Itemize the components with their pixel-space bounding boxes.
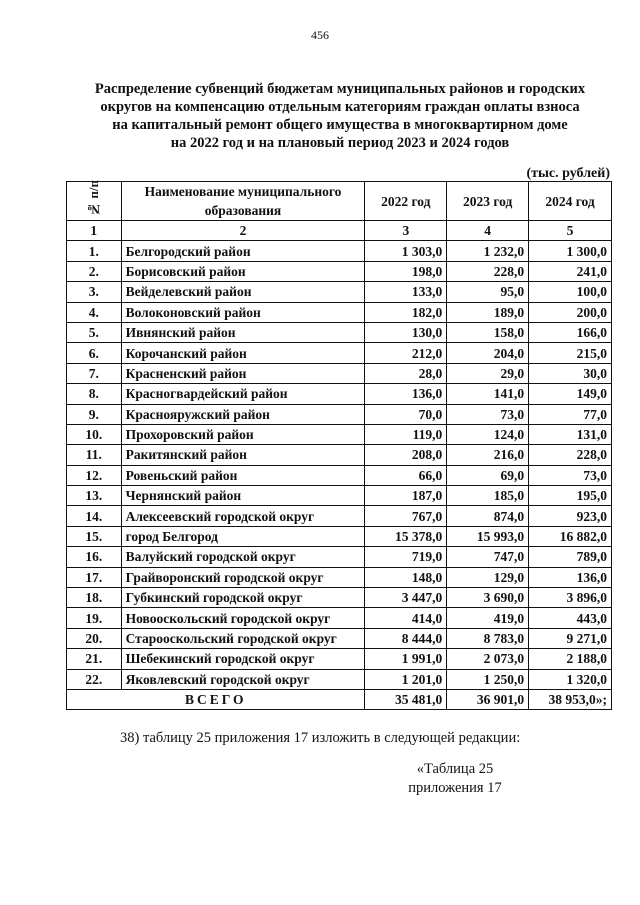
municipality-name: Валуйский городской округ	[121, 547, 365, 567]
municipality-name: Алексеевский городской округ	[121, 506, 365, 526]
subsidy-table	[66, 181, 612, 710]
value-2023: 1 250,0	[447, 669, 529, 689]
value-2024: 149,0	[529, 384, 612, 404]
row-number: 10.	[67, 424, 122, 444]
page-number: 456	[311, 28, 329, 42]
municipality-name: Прохоровский район	[121, 424, 365, 444]
value-2023: 2 073,0	[447, 649, 529, 669]
row-number: 9.	[67, 404, 122, 424]
row-number: 5.	[67, 322, 122, 342]
total-label: ВСЕГО	[67, 689, 365, 709]
value-2024: 166,0	[529, 322, 612, 342]
value-2023: 747,0	[447, 547, 529, 567]
value-2022: 3 447,0	[365, 588, 447, 608]
table-row	[67, 567, 612, 587]
title-line: на капитальный ремонт общего имущества в многоквартирном доме	[112, 117, 568, 133]
value-2024: 923,0	[529, 506, 612, 526]
row-number: 22.	[67, 669, 122, 689]
municipality-name: Старооскольский городской округ	[121, 628, 365, 648]
value-2022: 8 444,0	[365, 628, 447, 648]
value-2024: 789,0	[529, 547, 612, 567]
amendment-paragraph: 38) таблицу 25 приложения 17 изложить в следующей редакции:	[120, 730, 521, 746]
value-2023: 189,0	[447, 302, 529, 322]
value-2024: 16 882,0	[529, 526, 612, 546]
value-2024: 3 896,0	[529, 588, 612, 608]
document-title	[60, 80, 620, 152]
table-row	[67, 506, 612, 526]
header-2022: 2022 год	[365, 182, 447, 221]
municipality-name: Корочанский район	[121, 343, 365, 363]
value-2024: 73,0	[529, 465, 612, 485]
value-2022: 148,0	[365, 567, 447, 587]
row-number: 20.	[67, 628, 122, 648]
table-row	[67, 526, 612, 546]
value-2022: 136,0	[365, 384, 447, 404]
value-2024: 195,0	[529, 486, 612, 506]
table-row	[67, 445, 612, 465]
total-2023: 36 901,0	[447, 689, 529, 709]
value-2022: 70,0	[365, 404, 447, 424]
value-2022: 208,0	[365, 445, 447, 465]
table-row	[67, 669, 612, 689]
value-2023: 124,0	[447, 424, 529, 444]
table-row	[67, 628, 612, 648]
value-2022: 15 378,0	[365, 526, 447, 546]
municipality-name: Яковлевский городской округ	[121, 669, 365, 689]
value-2024: 228,0	[529, 445, 612, 465]
value-2023: 216,0	[447, 445, 529, 465]
table-row	[67, 343, 612, 363]
municipality-name: Белгородский район	[121, 241, 365, 261]
value-2023: 29,0	[447, 363, 529, 383]
row-number: 13.	[67, 486, 122, 506]
table-row	[67, 404, 612, 424]
municipality-name: Красногвардейский район	[121, 384, 365, 404]
value-2023: 3 690,0	[447, 588, 529, 608]
total-row	[67, 689, 612, 709]
value-2022: 1 991,0	[365, 649, 447, 669]
value-2022: 414,0	[365, 608, 447, 628]
table-row	[67, 465, 612, 485]
municipality-name: Вейделевский район	[121, 282, 365, 302]
reference-line: «Таблица 25	[416, 761, 494, 777]
municipality-name: город Белгород	[121, 526, 365, 546]
municipality-name: Чернянский район	[121, 486, 365, 506]
header-2024: 2024 год	[529, 182, 612, 221]
value-2024: 1 320,0	[529, 669, 612, 689]
value-2023: 129,0	[447, 567, 529, 587]
value-2023: 95,0	[447, 282, 529, 302]
value-2022: 182,0	[365, 302, 447, 322]
table-body	[67, 241, 612, 690]
table-reference	[400, 760, 510, 798]
row-number: 6.	[67, 343, 122, 363]
value-2024: 100,0	[529, 282, 612, 302]
value-2022: 130,0	[365, 322, 447, 342]
value-2023: 158,0	[447, 322, 529, 342]
value-2024: 1 300,0	[529, 241, 612, 261]
row-number: 21.	[67, 649, 122, 669]
value-2024: 9 271,0	[529, 628, 612, 648]
reference-line: приложения 17	[408, 780, 502, 796]
municipality-name: Красненский район	[121, 363, 365, 383]
value-2023: 1 232,0	[447, 241, 529, 261]
row-number: 1.	[67, 241, 122, 261]
row-number: 4.	[67, 302, 122, 322]
value-2023: 228,0	[447, 261, 529, 281]
row-number: 2.	[67, 261, 122, 281]
total-2024: 38 953,0»;	[529, 689, 612, 709]
value-2023: 874,0	[447, 506, 529, 526]
value-2022: 187,0	[365, 486, 447, 506]
row-number: 11.	[67, 445, 122, 465]
column-index: 3	[365, 221, 447, 241]
header-name: Наименование муниципального образования	[121, 182, 365, 221]
value-2024: 2 188,0	[529, 649, 612, 669]
municipality-name: Губкинский городской округ	[121, 588, 365, 608]
table-row	[67, 322, 612, 342]
table-row	[67, 547, 612, 567]
row-number: 14.	[67, 506, 122, 526]
table-row	[67, 384, 612, 404]
value-2023: 419,0	[447, 608, 529, 628]
value-2023: 8 783,0	[447, 628, 529, 648]
value-2024: 241,0	[529, 261, 612, 281]
table-row	[67, 486, 612, 506]
table-row	[67, 363, 612, 383]
units-label: (тыс. рублей)	[526, 166, 610, 181]
value-2022: 28,0	[365, 363, 447, 383]
column-index: 5	[529, 221, 612, 241]
value-2022: 1 303,0	[365, 241, 447, 261]
row-number: 7.	[67, 363, 122, 383]
column-index: 1	[67, 221, 122, 241]
column-index-row	[67, 221, 612, 241]
value-2024: 443,0	[529, 608, 612, 628]
value-2022: 119,0	[365, 424, 447, 444]
title-line: на 2022 год и на плановый период 2023 и 2024 годов	[170, 135, 510, 151]
value-2023: 69,0	[447, 465, 529, 485]
value-2022: 1 201,0	[365, 669, 447, 689]
value-2022: 212,0	[365, 343, 447, 363]
table-row	[67, 588, 612, 608]
value-2024: 77,0	[529, 404, 612, 424]
row-number: 8.	[67, 384, 122, 404]
row-number: 16.	[67, 547, 122, 567]
municipality-name: Грайворонский городской округ	[121, 567, 365, 587]
table-header-row	[67, 182, 612, 221]
value-2022: 133,0	[365, 282, 447, 302]
row-number: 12.	[67, 465, 122, 485]
municipality-name: Волоконовский район	[121, 302, 365, 322]
table-row	[67, 608, 612, 628]
table-row	[67, 424, 612, 444]
column-index: 4	[447, 221, 529, 241]
value-2024: 131,0	[529, 424, 612, 444]
value-2022: 767,0	[365, 506, 447, 526]
value-2022: 198,0	[365, 261, 447, 281]
value-2023: 15 993,0	[447, 526, 529, 546]
value-2023: 185,0	[447, 486, 529, 506]
value-2024: 215,0	[529, 343, 612, 363]
total-2022: 35 481,0	[365, 689, 447, 709]
municipality-name: Шебекинский городской округ	[121, 649, 365, 669]
value-2024: 136,0	[529, 567, 612, 587]
table-row	[67, 649, 612, 669]
value-2024: 30,0	[529, 363, 612, 383]
header-num: № п/п	[67, 182, 122, 221]
value-2023: 204,0	[447, 343, 529, 363]
title-line: округов на компенсацию отдельным категориям граждан оплаты взноса	[100, 99, 580, 115]
value-2023: 73,0	[447, 404, 529, 424]
column-index: 2	[121, 221, 365, 241]
municipality-name: Ровеньский район	[121, 465, 365, 485]
row-number: 3.	[67, 282, 122, 302]
municipality-name: Ивнянский район	[121, 322, 365, 342]
row-number: 19.	[67, 608, 122, 628]
value-2023: 141,0	[447, 384, 529, 404]
table-row	[67, 302, 612, 322]
municipality-name: Ракитянский район	[121, 445, 365, 465]
value-2022: 66,0	[365, 465, 447, 485]
municipality-name: Борисовский район	[121, 261, 365, 281]
header-2023: 2023 год	[447, 182, 529, 221]
row-number: 18.	[67, 588, 122, 608]
municipality-name: Краснояружский район	[121, 404, 365, 424]
table-row	[67, 261, 612, 281]
table-row	[67, 241, 612, 261]
value-2022: 719,0	[365, 547, 447, 567]
municipality-name: Новооскольский городской округ	[121, 608, 365, 628]
row-number: 15.	[67, 526, 122, 546]
value-2024: 200,0	[529, 302, 612, 322]
title-line: Распределение субвенций бюджетам муниципальных районов и городских	[94, 81, 586, 97]
row-number: 17.	[67, 567, 122, 587]
table-row	[67, 282, 612, 302]
